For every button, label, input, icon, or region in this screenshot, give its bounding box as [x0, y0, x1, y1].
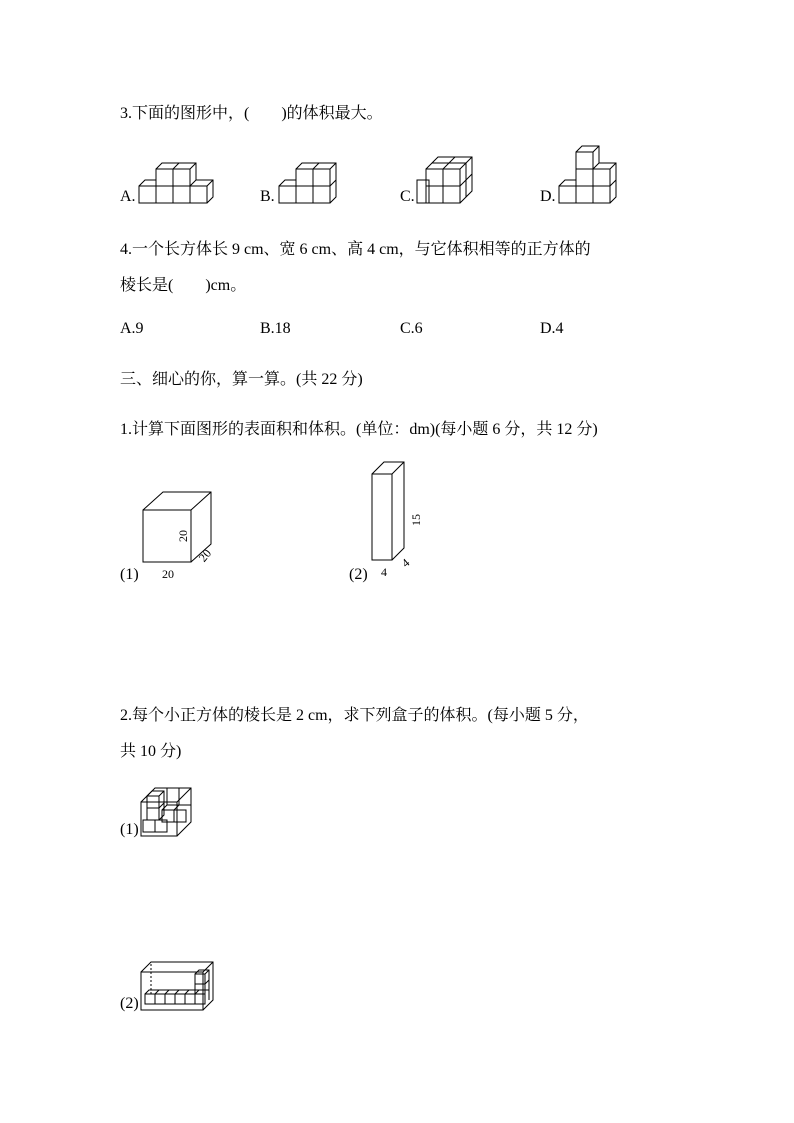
q3-option-a: A. — [120, 188, 136, 205]
cuboid-width-label: 4 — [398, 555, 413, 571]
q3-option-d: D. — [540, 188, 556, 205]
q4-option-a: A.9 — [120, 320, 144, 337]
s3-q1-figure-1-label: (1) — [120, 566, 139, 583]
q3-figure-a — [136, 160, 216, 206]
cube-length-label: 20 — [162, 567, 174, 581]
q4-option-c: C.6 — [400, 320, 423, 337]
s3-q2-line-2: 共 10 分) — [120, 743, 182, 760]
q3-option-c: C. — [400, 188, 415, 205]
cube-width-label: 20 — [195, 546, 215, 565]
cuboid-height-label: 15 — [409, 514, 423, 526]
s3-q1-cuboid-figure — [366, 458, 426, 582]
s3-q1-cube-figure — [138, 488, 228, 584]
q3-option-b: B. — [260, 188, 275, 205]
q4-option-b: B.18 — [260, 320, 291, 337]
s3-q2-line-1: 2.每个小正方体的棱长是 2 cm，求下列盒子的体积。(每小题 5 分， — [120, 707, 589, 724]
q3-figure-c — [414, 154, 476, 206]
s3-q2-figure-2-label: (2) — [120, 995, 139, 1012]
q4-line-1: 4.一个长方体长 9 cm、宽 6 cm、高 4 cm，与它体积相等的正方体的 — [120, 241, 591, 258]
s3-q1-figure-2-label: (2) — [349, 566, 368, 583]
cuboid-length-label: 4 — [381, 565, 387, 579]
s3-q1-stem: 1.计算下面图形的表面积和体积。(单位：dm)(每小题 6 分，共 12 分) — [120, 421, 598, 438]
s3-q2-box-1-figure — [138, 782, 198, 840]
s3-q2-figure-1-label: (1) — [120, 821, 139, 838]
section-3-title: 三、细心的你，算一算。(共 22 分) — [120, 371, 363, 388]
q3-stem: 3.下面的图形中，( )的体积最大。 — [120, 105, 383, 122]
q3-figure-b — [276, 160, 338, 206]
s3-q2-box-2-figure — [138, 952, 220, 1014]
q4-option-d: D.4 — [540, 320, 564, 337]
q4-line-2: 棱长是( )cm。 — [120, 277, 247, 294]
q3-figure-d — [556, 144, 620, 206]
cube-height-label: 20 — [176, 530, 190, 542]
